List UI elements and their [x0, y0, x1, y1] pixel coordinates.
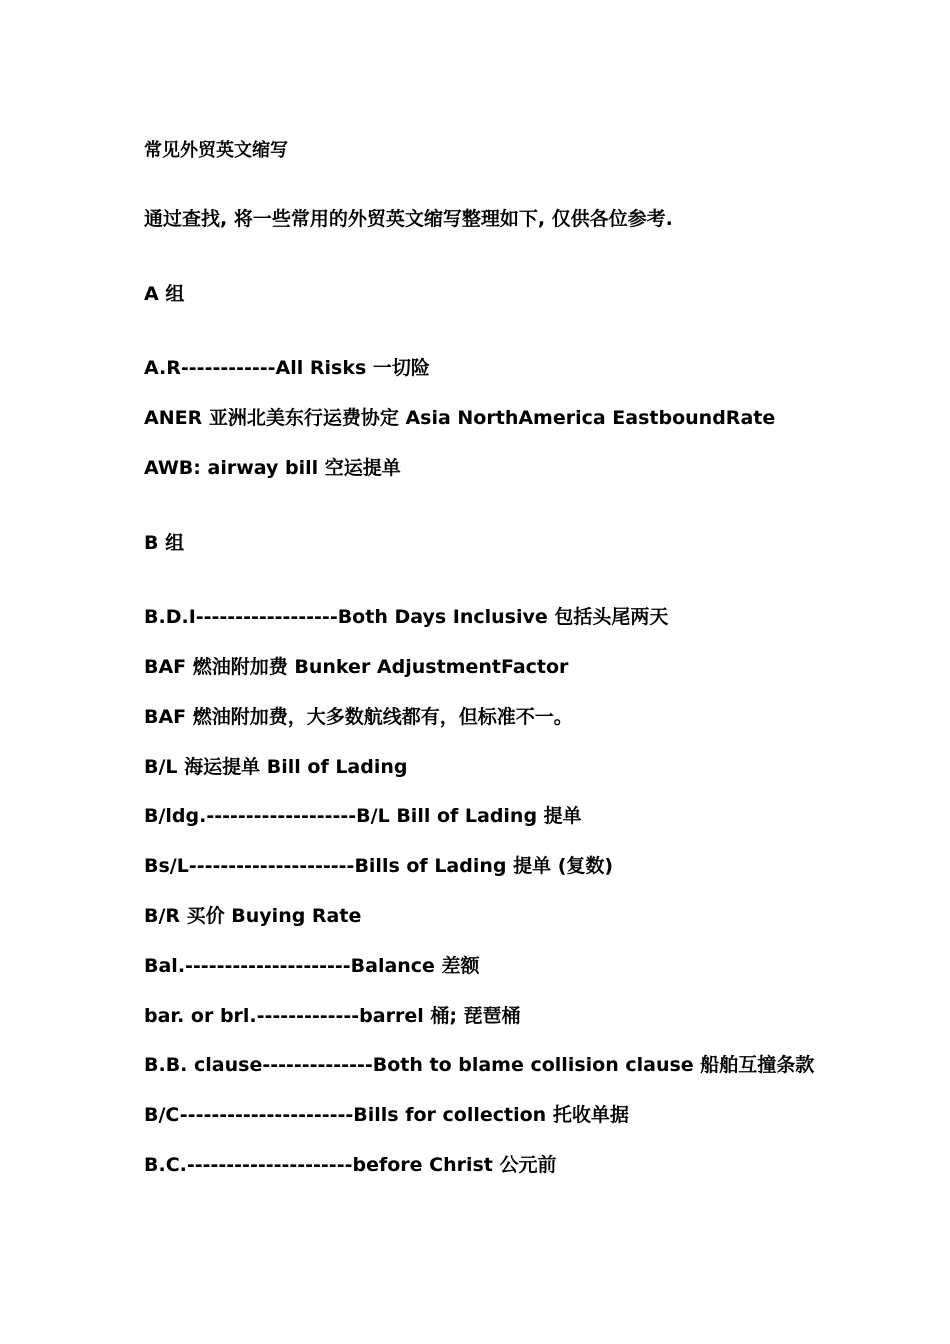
group-b-entry: BAF 燃油附加费 Bunker AdjustmentFactor — [144, 656, 569, 678]
group-b-entry: B.D.I------------------Both Days Inclusive 包括头尾两天 — [144, 606, 669, 628]
group-a-entry: ANER 亚洲北美东行运费协定 Asia NorthAmerica EastboundRate — [144, 407, 776, 429]
group-b-entry: B.B. clause--------------Both to blame collision clause 船舶互撞条款 — [144, 1054, 815, 1076]
group-a-heading: A 组 — [144, 283, 185, 305]
group-a-entry: A.R------------All Risks 一切险 — [144, 357, 430, 379]
group-a-entry: AWB: airway bill 空运提单 — [144, 457, 401, 479]
document-title: 常见外贸英文缩写 — [144, 140, 288, 161]
group-b-entry: B.C.---------------------before Christ 公元前 — [144, 1154, 557, 1176]
group-b-entry: B/C----------------------Bills for collection 托收单据 — [144, 1104, 629, 1126]
group-b-entry: B/R 买价 Buying Rate — [144, 905, 362, 927]
group-b-entry: Bs/L---------------------Bills of Lading 提单 (复数) — [144, 855, 614, 877]
group-b-entry: bar. or brl.-------------barrel 桶; 琵琶桶 — [144, 1005, 521, 1027]
group-b-entry: B/L 海运提单 Bill of Lading — [144, 756, 408, 778]
group-b-entry: BAF 燃油附加费，大多数航线都有，但标准不一。 — [144, 706, 573, 728]
group-b-entry: Bal.---------------------Balance 差额 — [144, 955, 480, 977]
group-b-entry: B/ldg.-------------------B/L Bill of Lading 提单 — [144, 805, 582, 827]
intro-paragraph: 通过查找, 将一些常用的外贸英文缩写整理如下, 仅供各位参考. — [144, 208, 673, 230]
group-b-heading: B 组 — [144, 532, 185, 554]
